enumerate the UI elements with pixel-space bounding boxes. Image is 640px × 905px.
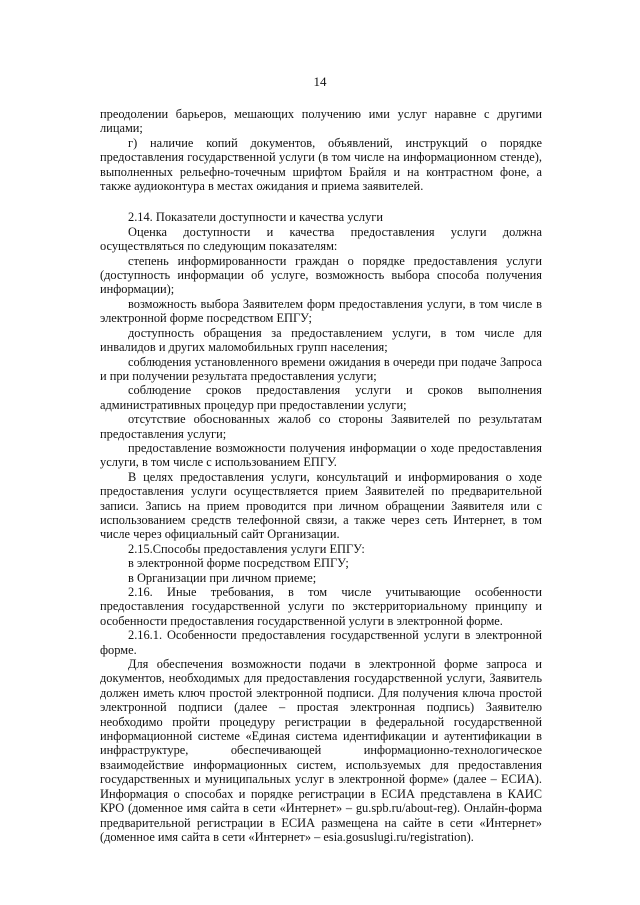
page-number: 14: [313, 74, 327, 89]
paragraph-appointment: В целях предоставления услуги, консультаций и информирования о ходе предоставления услуги осуществляется прием Заявителей по предварительной записи. Запись на прием проводится при личном обращении Заявителя или с использованием средств телефонной связи, а также через сеть Интернет, в том числе через официальный сайт Организации.: [100, 469, 542, 542]
list-item-accessibility: доступность обращения за предоставлением услуги, в том числе для инвалидов и других маломобильных групп населения;: [100, 325, 542, 355]
paragraph-barriers-continuation: преодолении барьеров, мешающих получению ими услуг наравне с другими лицами;: [100, 107, 542, 136]
section-heading-2-16-1: 2.16.1. Особенности предоставления государственной услуги в электронной форме.: [100, 628, 542, 657]
list-item-no-complaints: отсутствие обоснованных жалоб со стороны Заявителей по результатам предоставления услуги;: [100, 412, 542, 441]
section-heading-2-15: 2.15.Способы предоставления услуги ЕПГУ:: [128, 541, 365, 556]
list-item-electronic: в электронной форме посредством ЕПГУ;: [128, 556, 349, 571]
list-item-progress-info: предоставление возможности получения информации о ходе предоставления услуги, в том числе с использованием ЕПГУ.: [100, 440, 542, 470]
paragraph-quality-assessment: Оценка доступности и качества предоставления услуги должна осуществляться по следующим показателям:: [100, 224, 542, 254]
page-body: [100, 107, 542, 844]
list-item-waiting-time: соблюдения установленного времени ожидания в очереди при подаче Запроса и при получении результата предоставления услуги;: [100, 354, 542, 383]
paragraph-braille-copies: г) наличие копий документов, объявлений, инструкций о порядке предоставления государственной услуги (в том числе на информационном стенде), выполненных рельефно-точечным шрифтом Брайля и на контрастном фоне, а также аудиоконтура в местах ожидания и приема заявителей.: [100, 135, 542, 194]
list-item-awareness: степень информированности граждан о порядке предоставления услуги (доступность информации об услуге, возможность выбора способа получения информации);: [100, 253, 542, 297]
paragraph-esia-registration: Для обеспечения возможности подачи в электронной форме запроса и документов, необходимых для предоставления государственной услуги, Заявитель должен иметь ключ простой электронной подписи. Для получения ключа простой электронной подписи (далее – простая электронная подпись) Заявителю необходимо пройти процедуру регистрации в федеральной государственной информационной системе «Единая система идентификации и аутентификации в инфраструктуре, обеспечивающей информационно-технологическое взаимодействие информационных систем, используемых для предоставления государственных и муниципальных услуг в электронной форме» (далее – ЕСИА). Информация о способах и порядке регистрации в ЕСИА представлена в КАИС КРО (доменное имя сайта в сети «Интернет» – gu.spb.ru/about-reg). Онлайн-форма предварительной регистрации в ЕСИА размещена на сайте в сети «Интернет» (доменное имя сайта в сети «Интернет» – esia.gosuslugi.ru/registration).: [100, 657, 542, 844]
section-heading-2-16: 2.16. Иные требования, в том числе учитывающие особенности предоставления государственной услуги по экстерриториальному принципу и особенности предоставления государственной услуги в электронной форме.: [100, 585, 542, 628]
section-heading-2-14: 2.14. Показатели доступности и качества услуги: [128, 210, 384, 225]
list-item-deadlines: соблюдение сроков предоставления услуги и сроков выполнения административных процедур при предоставлении услуги;: [100, 383, 542, 412]
list-item-form-choice: возможность выбора Заявителем форм предоставления услуги, в том числе в электронной форме посредством ЕПГУ;: [100, 296, 542, 326]
list-item-in-person: в Организации при личном приеме;: [128, 570, 317, 585]
